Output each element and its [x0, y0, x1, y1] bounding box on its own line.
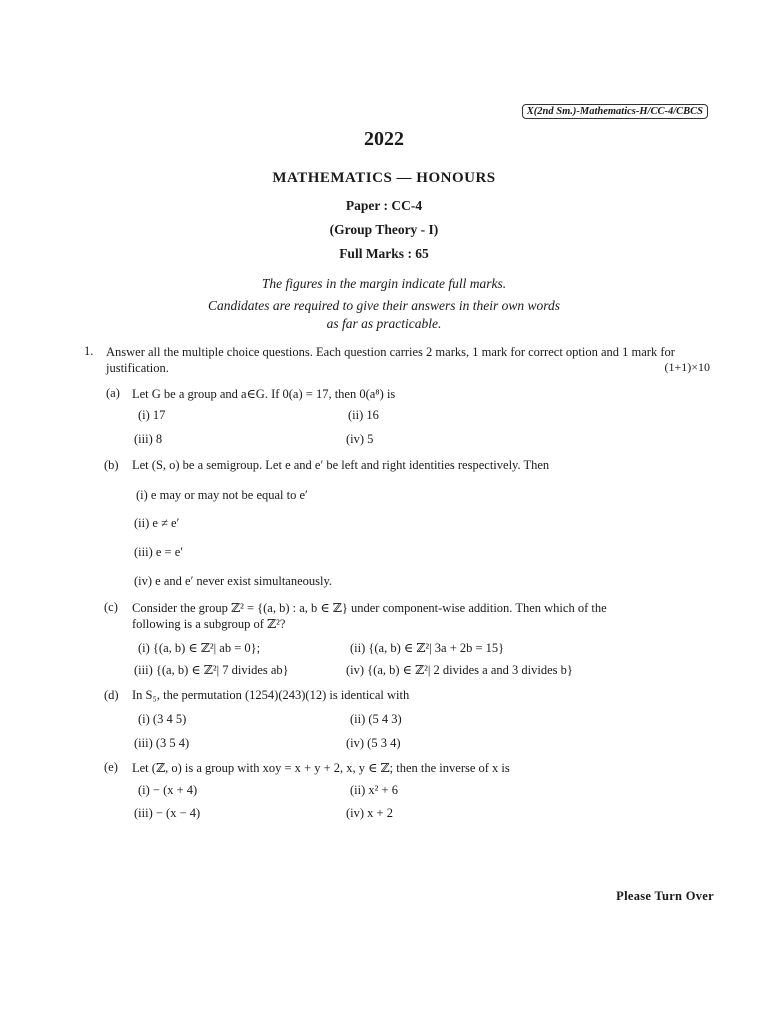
- instruction-own-words: Candidates are required to give their answers in their own words: [208, 298, 560, 313]
- full-marks: Full Marks : 65: [339, 246, 429, 261]
- please-turn-over: Please Turn Over: [616, 889, 714, 903]
- instruction-margin: The figures in the margin indicate full marks.: [261, 276, 507, 291]
- exam-year: 2022: [364, 128, 404, 150]
- subquestion-label-e: (e): [104, 760, 118, 774]
- option-b-i: (i) e may or may not be equal to e′: [136, 488, 308, 502]
- option-b-ii: (ii) e ≠ e′: [134, 516, 180, 530]
- question-marks: (1+1)×10: [664, 360, 710, 374]
- option-a-i: (i) 17: [138, 408, 166, 422]
- instruction-practicable: as far as practicable.: [326, 316, 442, 331]
- subquestion-stem-e: Let (ℤ, o) is a group with xoy = x + y + 2, x, y ∈ ℤ; then the inverse of x is: [132, 761, 510, 775]
- option-d-iv: (iv) (5 3 4): [346, 736, 401, 750]
- subquestion-label-b: (b): [104, 458, 119, 472]
- option-c-iv: (iv) {(a, b) ∈ ℤ²| 2 divides a and 3 divides b}: [346, 663, 573, 677]
- option-e-iv: (iv) x + 2: [346, 806, 393, 820]
- paper-code-box: X(2nd Sm.)-Mathematics-H/CC-4/CBCS: [522, 104, 708, 119]
- option-c-i: (i) {(a, b) ∈ ℤ²| ab = 0};: [138, 641, 261, 655]
- option-e-i: (i) − (x + 4): [138, 783, 198, 797]
- subquestion-stem-d: In S₅, the permutation (1254)(243)(12) is identical with: [132, 688, 410, 702]
- question-instruction: Answer all the multiple choice questions. Each question carries 2 marks, 1 mark for correct option and 1 mark for justification.: [106, 345, 675, 375]
- paper-group: (Group Theory - I): [329, 222, 439, 237]
- subquestion-stem-b: Let (S, o) be a semigroup. Let e and e′ be left and right identities respectively. Then: [132, 458, 550, 472]
- subject-title: MATHEMATICS — HONOURS: [272, 170, 496, 186]
- option-a-iv: (iv) 5: [346, 432, 374, 446]
- option-d-iii: (iii) (3 5 4): [134, 736, 190, 750]
- option-e-iii: (iii) − (x − 4): [134, 806, 201, 820]
- question-number: 1.: [84, 344, 94, 358]
- option-d-ii: (ii) (5 4 3): [350, 712, 402, 726]
- paper-number: Paper : CC-4: [345, 198, 423, 213]
- option-d-i: (i) (3 4 5): [138, 712, 187, 726]
- subquestion-stem-c-line1: Consider the group ℤ² = {(a, b) : a, b ∈ ℤ} under component-wise addition. Then which of the: [132, 601, 607, 615]
- option-b-iv: (iv) e and e′ never exist simultaneously.: [134, 574, 333, 588]
- option-a-ii: (ii) 16: [348, 408, 379, 422]
- option-e-ii: (ii) x² + 6: [350, 783, 398, 797]
- subquestion-label-a: (a): [106, 386, 120, 400]
- subquestion-label-d: (d): [104, 688, 119, 702]
- subquestion-label-c: (c): [104, 600, 118, 614]
- subquestion-stem-c-line2: following is a subgroup of ℤ²?: [132, 617, 286, 631]
- subquestion-stem-a: Let G be a group and a∈G. If 0(a) = 17, then 0(a⁸) is: [132, 387, 396, 401]
- option-a-iii: (iii) 8: [134, 432, 163, 446]
- option-b-iii: (iii) e = e′: [134, 545, 183, 559]
- option-c-ii: (ii) {(a, b) ∈ ℤ²| 3a + 2b = 15}: [350, 641, 505, 655]
- option-c-iii: (iii) {(a, b) ∈ ℤ²| 7 divides ab}: [134, 663, 289, 677]
